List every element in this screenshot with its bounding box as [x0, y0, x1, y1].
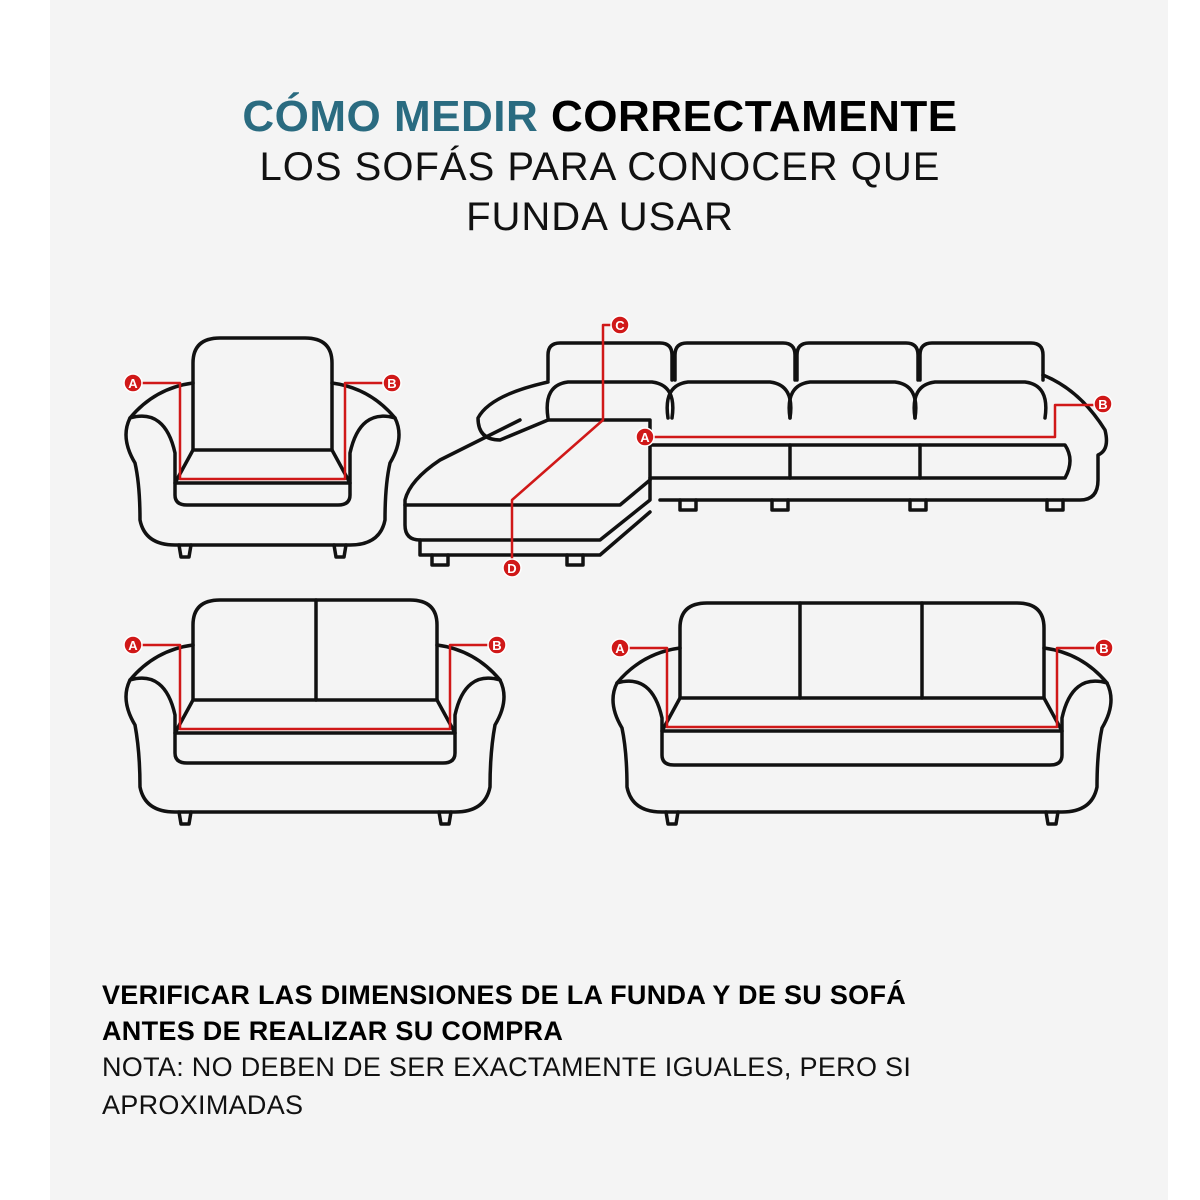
footer-line-2: ANTES DE REALIZAR SU COMPRA — [102, 1016, 564, 1046]
arms-inner — [617, 681, 1107, 765]
footer-note-2: APROXIMADAS — [102, 1090, 304, 1120]
footer-note-1: NOTA: NO DEBEN DE SER EXACTAMENTE IGUALES, PERO SI — [102, 1052, 912, 1082]
backrest — [193, 338, 332, 450]
title-highlight: CÓMO MEDIR — [242, 92, 539, 141]
leg — [666, 812, 678, 824]
chaise-edge — [405, 480, 650, 505]
chaise-base — [420, 512, 650, 555]
measure-label: A — [128, 376, 138, 391]
sectional-diagram — [405, 316, 1112, 577]
measure-label: D — [507, 561, 517, 576]
lower-back-cushion — [914, 382, 1046, 418]
leg — [439, 812, 451, 824]
lower-back-cushion — [667, 382, 791, 418]
leg — [179, 545, 191, 557]
measure-label: A — [128, 638, 138, 653]
title-line-3: FUNDA USAR — [466, 195, 734, 239]
backrest — [680, 603, 1044, 698]
measure-line — [626, 648, 1098, 727]
loveseat-diagram — [124, 600, 506, 824]
chaise-top — [405, 420, 650, 540]
back-cushion — [675, 343, 795, 380]
measure-label: B — [387, 376, 397, 391]
measure-label: A — [615, 641, 625, 656]
measure-line — [652, 405, 1095, 437]
back-cushion — [920, 343, 1043, 380]
leg — [1046, 812, 1058, 824]
measure-label: C — [615, 318, 625, 333]
title-bold: CORRECTAMENTE — [551, 92, 958, 141]
lower-back-cushion — [547, 382, 673, 418]
measure-label: A — [640, 430, 650, 445]
sofa-body — [126, 383, 399, 545]
measure-label: B — [1099, 641, 1109, 656]
leg — [179, 812, 191, 824]
back-cushion — [548, 343, 672, 380]
title-line-2: LOS SOFÁS PARA CONOCER QUE — [259, 145, 941, 189]
back-cushion — [797, 343, 918, 380]
measure-label: B — [1098, 397, 1108, 412]
seat-dividers — [790, 445, 920, 478]
left-arm — [478, 382, 548, 440]
three-seater-diagram — [611, 603, 1113, 824]
seat-front — [650, 445, 1070, 478]
arms-inner — [130, 416, 395, 505]
measure-label: B — [492, 638, 502, 653]
measure-line — [512, 325, 612, 560]
footer-line-1: VERIFICAR LAS DIMENSIONES DE LA FUNDA Y DE SU SOFÁ — [102, 980, 907, 1010]
lower-back-cushion — [789, 382, 916, 418]
armchair-diagram — [124, 338, 401, 557]
leg — [334, 545, 346, 557]
